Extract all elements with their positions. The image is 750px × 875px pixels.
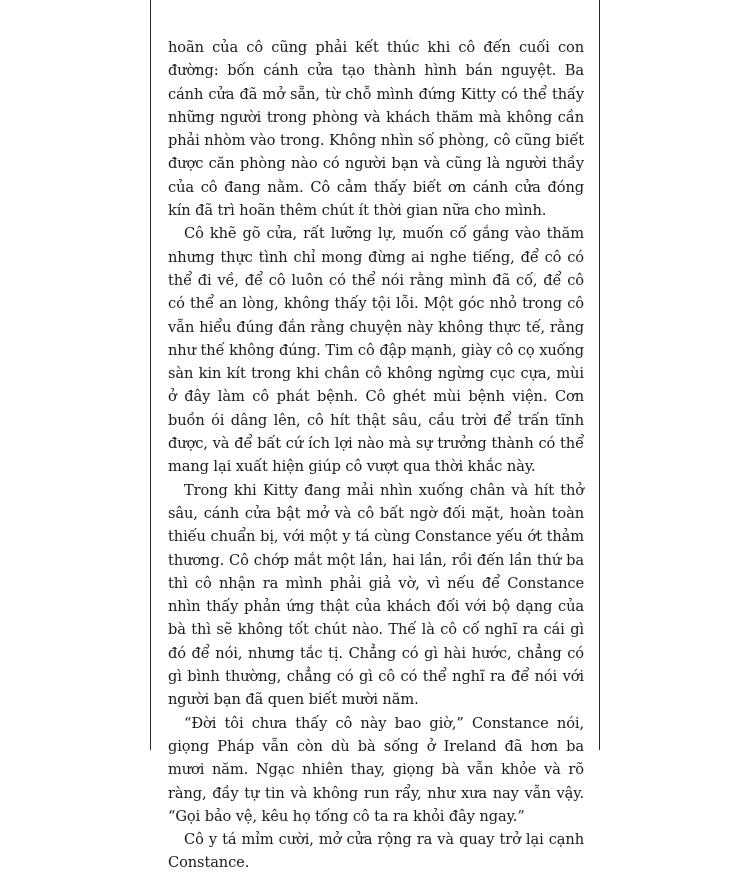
book-page — [150, 0, 600, 872]
paragraph-5: Cô y tá mỉm cười, mở cửa rộng ra và quay trở lại cạnh Constance. — [168, 831, 584, 872]
page-text — [168, 36, 584, 875]
paragraph-3: Trong khi Kitty đang mải nhìn xuống chân và hít thở sâu, cánh cửa bật mở và cô bất ngờ đối mặt, hoàn toàn thiếu chuẩn bị, với một y tá cùng Constance yếu ớt thảm thương. Cô chớp mắt một lần, hai lần, rồi đến lần thứ ba thì cô nhận ra mình phải giả vờ, vì nếu để Constance nhìn thấy phản ứng thật của khách đối với bộ dạng của bà thì sẽ không tốt chút nào. Thế là cô cố nghĩ ra cái gì đó để nói, nhưng tắc tị. Chẳng có gì hài hước, chẳng có gì bình thường, chẳng có gì cô có thể nghĩ ra để nói với người bạn đã quen biết mười năm. — [168, 481, 584, 709]
paragraph-1: hoãn của cô cũng phải kết thúc khi cô đến cuối con đường: bốn cánh cửa tạo thành hình bán nguyệt. Ba cánh cửa đã mở sẵn, từ chỗ mình đứng Kitty có thể thấy những người trong phòng và khách thăm mà không cần phải nhòm vào trong. Không nhìn số phòng, cô cũng biết được căn phòng nào có người bạn và cũng là người thầy của cô đang nằm. Cô cảm thấy biết ơn cánh cửa đóng kín đã trì hoãn thêm chút ít thời gian nữa cho mình. — [168, 39, 584, 220]
paragraph-2: Cô khẽ gõ cửa, rất lưỡng lự, muốn cố gắng vào thăm nhưng thực tình chỉ mong đừng ai nghe tiếng, để cô có thể đi về, để cô luôn có thể nói rằng mình đã cố, để cô có thể an lòng, không thấy tội lỗi. Một góc nhỏ trong cô vẫn hiểu đúng đắn rằng chuyện này không thực tế, rằng như thế không đúng. Tim cô đập mạnh, giày cô cọ xuống sàn kin kít trong khi chân cô không ngừng cục cựa, mùi ở đây làm cô phát bệnh. Cô ghét mùi bệnh viện. Cơn buồn ói dâng lên, cô hít thật sâu, cầu trời để trấn tĩnh được, và để bất cứ ích lợi nào mà sự trưởng thành có thể mang lại xuất hiện giúp cô vượt qua thời khắc này. — [168, 225, 584, 476]
paragraph-4: “Đời tôi chưa thấy cô này bao giờ,” Constance nói, giọng Pháp vẫn còn dù bà sống ở Ireland đã hơn ba mươi năm. Ngạc nhiên thay, giọng bà vẫn khỏe và rõ ràng, đầy tự tin và không run rẩy, như xưa nay vẫn vậy. “Gọi bảo vệ, kêu họ tống cô ta ra khỏi đây ngay.” — [168, 714, 584, 825]
